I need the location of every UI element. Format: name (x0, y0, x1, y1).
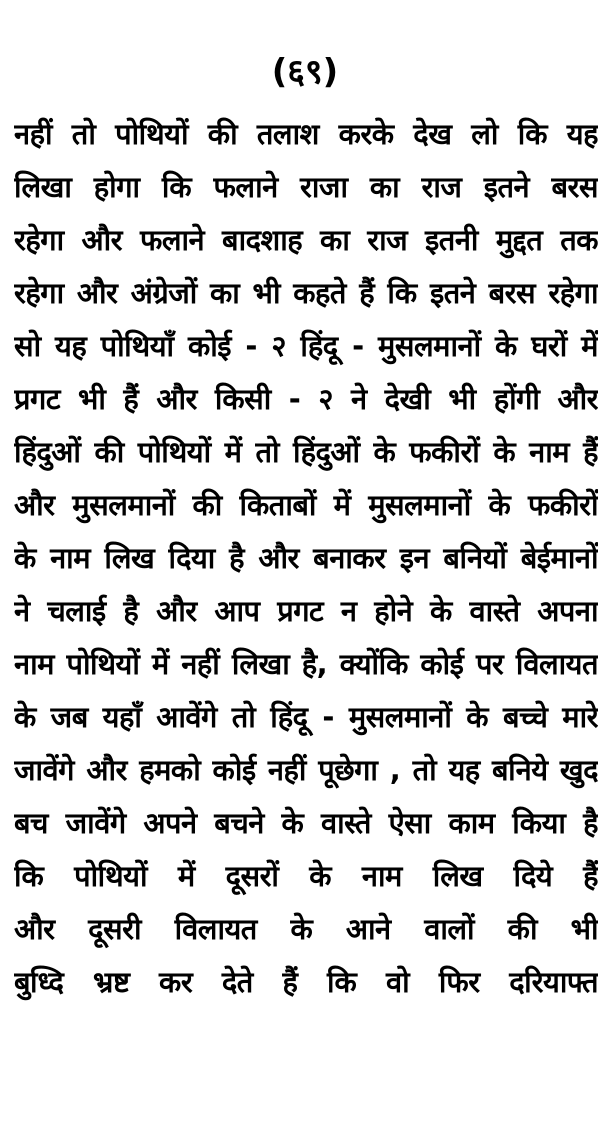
text-line: प्रगट भी हैं और किसी - २ ने देखी भी होंगी और (14, 382, 598, 416)
page-number: (६९) (271, 52, 339, 92)
text-line: लिखा होगा कि फलाने राजा का राज इतने बरस (14, 170, 598, 204)
text-line: के जब यहाँ आवेंगे तो हिंदू - मुसलमानों के बच्चे मारे (14, 700, 598, 734)
text-line: सो यह पोथियाँ कोई - २ हिंदू - मुसलमानों के घरों में (14, 329, 598, 363)
text-line: कि पोथियों में दूसरों के नाम लिख दिये हैं (14, 859, 598, 893)
text-line: रहेगा और फलाने बादशाह का राज इतनी मुद्दत तक (14, 223, 598, 257)
text-line: के नाम लिख दिया है और बनाकर इन बनियों बेईमानों (14, 541, 598, 575)
text-line: और दूसरी विलायत के आने वालों की भी (14, 912, 598, 946)
text-line: ने चलाई है और आप प्रगट न होने के वास्ते अपना (14, 594, 598, 628)
text-line: और मुसलमानों की किताबों में मुसलमानों के फकीरों (14, 488, 598, 522)
text-line: नाम पोथियों में नहीं लिखा है, क्योंकि कोई पर विलायत (14, 647, 598, 681)
text-line: रहेगा और अंग्रेजों का भी कहते हैं कि इतने बरस रहेगा (14, 276, 598, 310)
text-line: बुध्दि भ्रष्ट कर देते हैं कि वो फिर दरियाफ्त (14, 965, 598, 999)
body-text (14, 108, 598, 1009)
text-line: हिंदुओं की पोथियों में तो हिंदुओं के फकीरों के नाम हैं (14, 435, 598, 469)
text-line: नहीं तो पोथियों की तलाश करके देख लो कि यह (14, 117, 598, 151)
text-line: बच जावेंगे अपने बचने के वास्ते ऐसा काम किया है (14, 806, 598, 840)
text-line: जावेंगे और हमको कोई नहीं पूछेगा , तो यह बनिये खुद (14, 753, 598, 787)
